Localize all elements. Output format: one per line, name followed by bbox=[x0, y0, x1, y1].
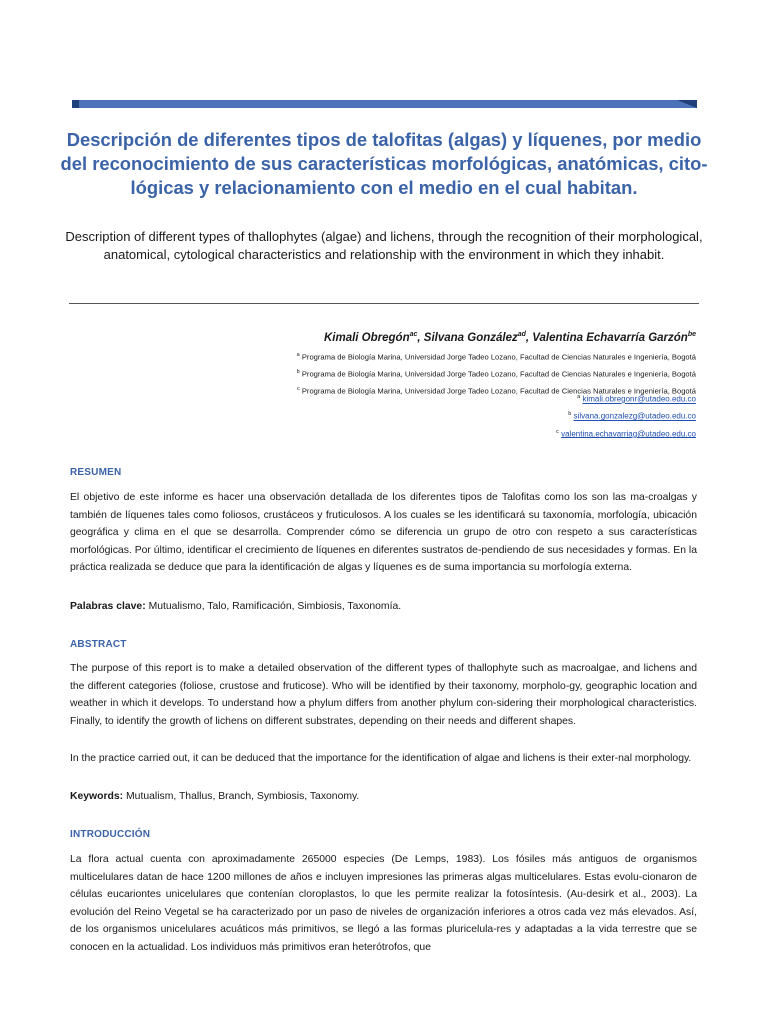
email-entry: $^a$ kimali.obregonr@utadeo.edu.co bbox=[577, 394, 696, 404]
introduccion-heading: INTRODUCCIÓN bbox=[70, 829, 151, 840]
author-name: Valentina Echavarría Garzón bbox=[532, 331, 688, 344]
header-rule-corner bbox=[677, 100, 697, 108]
author-superscript: ad bbox=[517, 331, 526, 338]
abstract-heading: ABSTRACT bbox=[70, 639, 127, 650]
paper-title: Descripción de diferentes tipos de talofitas (algas) y líquenes, por medio del reconocimiento de sus características morfológicas, anatómicas, cito-lógicas y relacionamiento con el medio en el cual habitan. bbox=[60, 129, 708, 198]
author-name: Silvana González bbox=[423, 331, 518, 344]
email-entry: $^c$ valentina.echavarriag@utadeo.edu.co bbox=[556, 428, 696, 439]
abstract-body: The purpose of this report is to make a detailed observation of the different types of thallophyte such as macroalgae, and lichens and the different categories (foliose, crustose and fruticose). Who will be identified by their taxonomy, morpholo-gy, geographic location and weather in which it develops. To understand how a phylum differs from another phylum con-sidering their morphological characteristics. Finally, to identify the growth of lichens on different substrates, depending on their needs and different shapes. bbox=[70, 663, 697, 727]
author-name: Kimali Obregón bbox=[323, 331, 410, 344]
introduccion-body: La flora actual cuenta con aproximadamente 265000 especies (De Lemps, 1983). Los fósiles más antiguos de organismos multicelulares datan de hace 1200 millones de años e incluyen impresiones las primeras algas multicelulares. Estas evolu-cionaron de células eucariontes unicelulares que contenían cloroplastos, lo que les permite realizar la fotosíntesis. (Au-desirk et al., 2003). La evolución del Reino Vegetal se ha caracterizado por un paso de niveles de organización inferiores a otros cada vez más elevados. Así, de los organismos unicelulares acuáticos más primitivos, se llegó a las formas pluricelula-res y adaptadas a la vida terrestre que se conocen en la actualidad. Los individuos más primitivos eran heterótrofos, que bbox=[70, 854, 697, 953]
email-entry: $^b$ silvana.gonzalezg@utadeo.edu.co bbox=[568, 411, 696, 422]
author-list: Kimali Obregón$^{ac}$, Silvana González$^{ad}$, Valentina Echavarría Garzón$^{be}$ bbox=[323, 331, 696, 344]
affiliation: $^a$ Programa de Biología Marina, Universidad Jorge Tadeo Lozano, Facultad de Ciencias Naturales e Ingeniería, Bogotá bbox=[296, 352, 696, 362]
email-link[interactable]: silvana.gonzalezg@utadeo.edu.co bbox=[573, 412, 696, 422]
paper-subtitle: Description of different types of thallophytes (algae) and lichens, through the recognition of their morphological, anatomical, cytological characteristics and relationship with the environment in which they inhabit. bbox=[65, 229, 703, 262]
resumen-keywords bbox=[70, 598, 401, 615]
header-rule bbox=[72, 100, 697, 108]
title-divider bbox=[69, 303, 699, 304]
keywords-label: Keywords: bbox=[70, 791, 124, 802]
header-rule-accent bbox=[72, 100, 79, 108]
author-superscript: be bbox=[687, 331, 696, 338]
author-superscript: ac bbox=[409, 331, 418, 338]
affiliation: $^b$ Programa de Biología Marina, Universidad Jorge Tadeo Lozano, Facultad de Ciencias Naturales e Ingeniería, Bogotá bbox=[296, 369, 696, 379]
keywords-label: Palabras clave: bbox=[70, 601, 146, 612]
email-list bbox=[556, 390, 696, 442]
keywords-text: Mutualism, Thallus, Branch, Symbiosis, Taxonomy. bbox=[126, 791, 360, 802]
abstract-keywords bbox=[70, 788, 359, 805]
affiliation: $^c$ Programa de Biología Marina, Universidad Jorge Tadeo Lozano, Facultad de Ciencias Naturales e Ingeniería, Bogotá bbox=[296, 386, 696, 396]
keywords-text: Mutualismo, Talo, Ramificación, Simbiosis, Taxonomía. bbox=[148, 601, 402, 612]
email-link[interactable]: kimali.obregonr@utadeo.edu.co bbox=[582, 394, 696, 404]
abstract-body-2: In the practice carried out, it can be deduced that the importance for the identification of algae and lichens is their exter-nal morphology. bbox=[70, 753, 692, 764]
resumen-body: El objetivo de este informe es hacer una observación detallada de los diferentes tipos de Talofitas como los son las ma-croalgas y también de líquenes tales como foliosos, crustáceos y fruticulosos. A los cuales se les identificará su taxonomía, morfología, ubicación geográfica y clima en el que se desarrolla. Comprender cómo se diferencia un grupo de otro con respeto a sus características morfológicas. Por último, identificar el crecimiento de líquenes en diferentes sustratos de-pendiendo de sus necesidades y formas. En la práctica realizada se deduce que para la identificación de algas y líquenes es de suma importancia su morfología externa. bbox=[70, 492, 697, 574]
resumen-heading: RESUMEN bbox=[70, 467, 122, 478]
email-link[interactable]: valentina.echavarriag@utadeo.edu.co bbox=[561, 429, 696, 439]
